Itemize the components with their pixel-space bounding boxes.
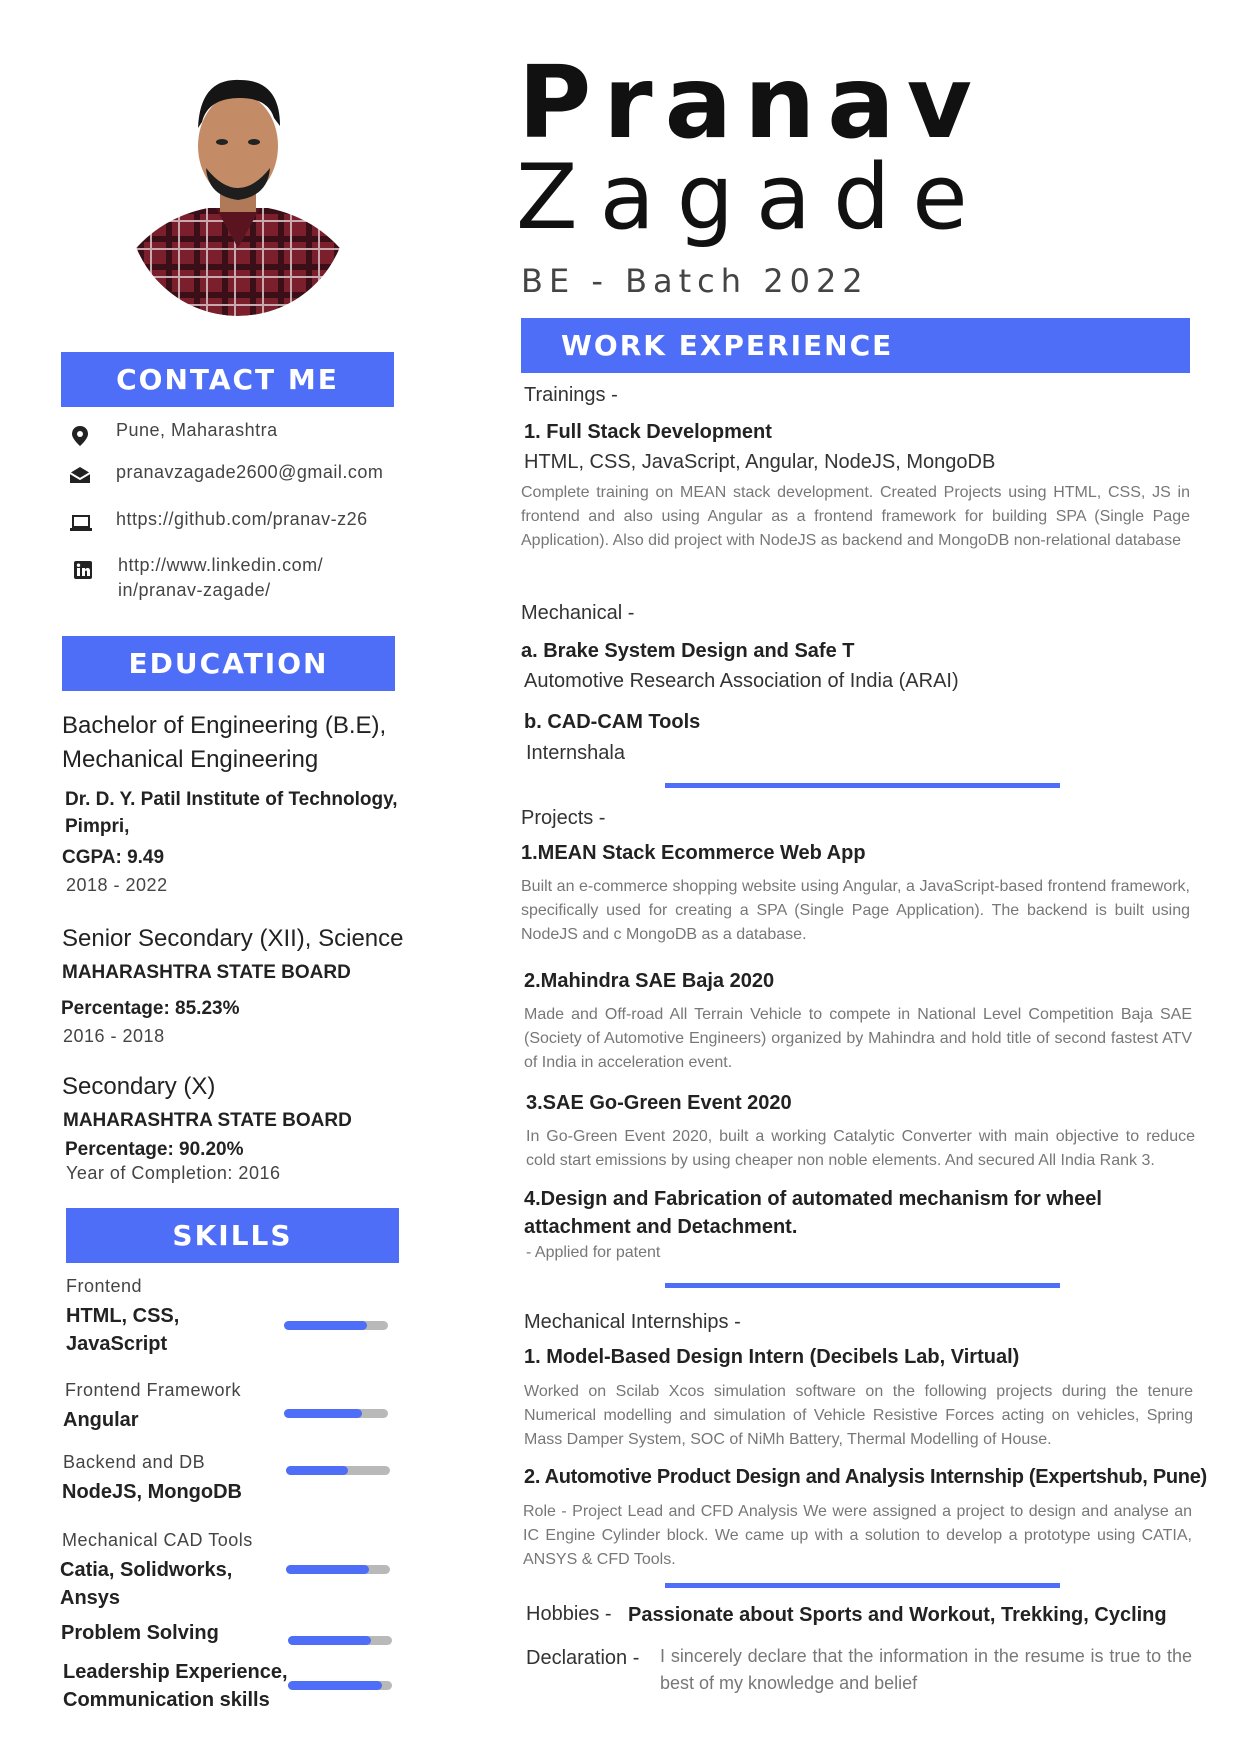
section-divider [665,1583,1060,1588]
x-percentage: Percentage: 90.20% [65,1139,244,1160]
cadcam-title: b. CAD-CAM Tools [524,711,701,733]
skill-name: Angular [63,1409,139,1431]
fullstack-title: 1. Full Stack Development [524,421,772,443]
contact-linkedin-line1[interactable]: http://www.linkedin.com/ [118,555,324,575]
be-cgpa: CGPA: 9.49 [62,847,165,868]
internships-label: Mechanical Internships - [524,1311,741,1333]
be-degree-line2: Mechanical Engineering [62,746,319,773]
project-title: 2.Mahindra SAE Baja 2020 [524,970,775,992]
skill-name: HTML, CSS, [66,1305,180,1327]
skill-category: Backend and DB [63,1452,206,1472]
contact-location: Pune, Maharashtra [116,420,278,440]
location-pin-icon [70,425,90,445]
mail-icon [69,466,89,486]
fullstack-description: Complete training on MEAN stack development. Created Projects using HTML, CSS, JS in frontend and also using Angular as a frontend framework for building SPA (Single Page Application). Also did project with NodeJS as backend and MongoDB non-relational database [521,484,1190,549]
skill-level-bar [286,1466,390,1475]
contact-github[interactable]: https://github.com/pranav-z26 [116,509,368,529]
project-title: 4.Design and Fabrication of automated mechanism for wheel [524,1188,1102,1210]
project-title: attachment and Detachment. [524,1216,798,1238]
skill-level-bar [284,1409,388,1418]
internship-description: Worked on Scilab Xcos simulation software on the following projects during the tenure Numerical modelling and simulation of Vehicle Resistive Forces acting on vehicles, Spring Mass Damper System, SOC of NiMh Battery, Thermal Modelling of House. [524,1383,1193,1448]
hobbies-label: Hobbies - [526,1603,612,1625]
skill-category: Frontend [66,1276,143,1296]
xii-years: 2016 - 2018 [63,1026,165,1046]
x-years: Year of Completion: 2016 [66,1163,281,1183]
skill-name: Problem Solving [61,1622,219,1644]
skill-category: Frontend Framework [65,1380,242,1400]
education-heading: EDUCATION [62,636,395,691]
xii-percentage: Percentage: 85.23% [61,998,240,1019]
skill-level-bar [286,1565,390,1574]
skill-name: NodeJS, MongoDB [62,1481,242,1503]
work-experience-heading: WORK EXPERIENCE [521,318,1190,373]
brake-title: a. Brake System Design and Safe T [521,640,855,662]
skill-level-bar [288,1681,392,1690]
internship-title: 1. Model-Based Design Intern (Decibels Lab, Virtual) [524,1346,1020,1368]
batch-subtitle: BE - Batch 2022 [521,262,869,300]
skill-level-bar [288,1636,392,1645]
section-divider [665,783,1060,788]
be-institute-line1: Dr. D. Y. Patil Institute of Technology, [65,789,398,810]
be-years: 2018 - 2022 [66,875,168,895]
declaration-text: I sincerely declare that the information in the resume is true to the best of my knowledge and belief [660,1646,1192,1693]
projects-label: Projects - [521,807,606,829]
section-divider [665,1283,1060,1288]
mechanical-label: Mechanical - [521,602,635,624]
project-description: In Go-Green Event 2020, built a working Catalytic Converter with main objective to reduce cold start emissions by using cheaper non noble elements. And secured All India Rank 3. [526,1128,1195,1169]
project-title: 3.SAE Go-Green Event 2020 [526,1092,792,1114]
skill-name: JavaScript [66,1333,168,1355]
cadcam-org: Internshala [526,742,625,764]
brake-org: Automotive Research Association of India (ARAI) [524,670,959,692]
linkedin-icon [74,561,94,581]
x-board: MAHARASHTRA STATE BOARD [63,1110,352,1131]
skills-heading: SKILLS [66,1208,399,1263]
declaration-label: Declaration - [526,1647,640,1669]
skill-category: Mechanical CAD Tools [62,1530,253,1550]
project-description: Made and Off-road All Terrain Vehicle to compete in National Level Competition Baja SAE (Society of Automotive Engineers) organized by Mahindra and hold title of second fastest ATV of India in acceleration event. [524,1006,1192,1071]
laptop-icon [70,515,90,535]
internship-title: 2. Automotive Product Design and Analysis Internship (Expertshub, Pune) [524,1466,1207,1488]
fullstack-tech: HTML, CSS, JavaScript, Angular, NodeJS, MongoDB [524,451,996,473]
be-institute-line2: Pimpri, [65,816,130,837]
project-title: 1.MEAN Stack Ecommerce Web App [521,842,866,864]
internship-description: Role - Project Lead and CFD Analysis We were assigned a project to design and analyse an IC Engine Cylinder block. We came up with a solution to develop a prototype using CATIA, ANSYS & CFD Tools. [523,1503,1192,1568]
contact-heading: CONTACT ME [61,352,394,407]
xii-board: MAHARASHTRA STATE BOARD [62,962,351,983]
project-note: - Applied for patent [526,1244,661,1261]
first-name: Pranav [518,44,984,161]
skill-name: Catia, Solidworks, [60,1559,233,1581]
last-name: Zagade [516,145,990,250]
skill-name: Ansys [60,1587,121,1609]
skill-name: Leadership Experience, [63,1661,288,1683]
xii-degree: Senior Secondary (XII), Science [62,925,404,952]
contact-linkedin-line2[interactable]: in/pranav-zagade/ [118,580,271,600]
hobbies-text: Passionate about Sports and Workout, Trekking, Cycling [628,1604,1167,1626]
profile-photo [128,58,348,316]
skill-name: Communication skills [63,1689,270,1711]
skill-level-bar [284,1321,388,1330]
contact-email[interactable]: pranavzagade2600@gmail.com [116,462,384,482]
trainings-label: Trainings - [524,384,618,406]
be-degree-line1: Bachelor of Engineering (B.E), [62,712,387,739]
x-degree: Secondary (X) [62,1073,216,1100]
project-description: Built an e-commerce shopping website using Angular, a JavaScript-based frontend framework, specifically used for creating a SPA (Single Page Application). The backend is built using NodeJS and c MongoDB as a database. [521,878,1190,943]
